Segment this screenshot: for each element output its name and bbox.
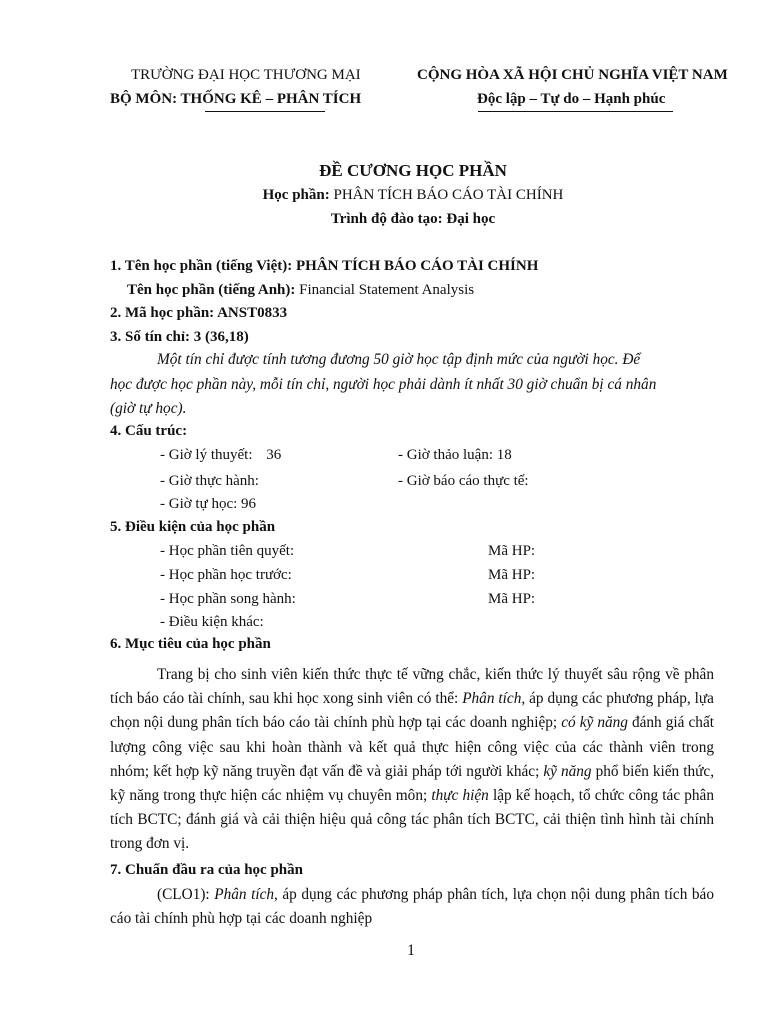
document-title: ĐỀ CƯƠNG HỌC PHẦN xyxy=(319,161,507,180)
prerequisite-code: Mã HP: xyxy=(488,543,536,559)
practice-hours: - Giờ thực hành: xyxy=(160,473,259,489)
training-level: Trình độ đào tạo: Đại học xyxy=(330,211,496,227)
other-conditions: - Điều kiện khác: xyxy=(160,614,264,630)
course-name-en-label: Tên học phần (tiếng Anh): xyxy=(127,282,296,298)
objectives-part-6: kỹ năng xyxy=(543,762,592,780)
objectives-part-3: áp dụng các phương pháp, lựa chọn nội dung phân tích báo cáo tài chính phù hợp tại các doanh nghiệp; xyxy=(110,690,714,732)
nation-motto: Độc lập – Tự do – Hạnh phúc xyxy=(477,91,666,107)
conditions-heading: 5. Điều kiện của học phần xyxy=(110,519,276,535)
department-underline xyxy=(205,111,325,112)
field-report-hours: - Giờ báo cáo thực tế: xyxy=(398,473,529,489)
course-name-vn-value: PHÂN TÍCH BÁO CÁO TÀI CHÍNH xyxy=(295,258,539,274)
course-line xyxy=(0,187,768,204)
prerequisite-course: - Học phần tiên quyết: xyxy=(160,543,295,559)
objectives-part-2: Phân tích, xyxy=(462,690,526,708)
objectives-part-8: thực hiện xyxy=(431,787,489,805)
parallel-code: Mã HP: xyxy=(488,591,536,607)
nation-title: CỘNG HÒA XÃ HỘI CHỦ NGHĨA VIỆT NAM xyxy=(417,67,728,83)
structure-heading: 4. Cấu trúc: xyxy=(110,423,188,439)
objectives-part-5: đánh giá chất lượng công việc sau khi hoàn thành và kết quả thực hiện công việc của các thành viên trong nhóm; kết hợp kỹ năng truyền đạt vấn đề và giải pháp tới người khác; xyxy=(110,714,714,780)
outcomes-part-1: (CLO1): xyxy=(157,886,215,903)
section-1-english-line xyxy=(127,282,474,299)
course-code: 2. Mã học phần: ANST0833 xyxy=(110,305,288,321)
motto-underline xyxy=(478,111,673,112)
course-name-en-value: Financial Statement Analysis xyxy=(299,282,475,298)
credit-note-line-1: Một tín chỉ được tính tương đương 50 giờ học tập định mức của người học. Để xyxy=(157,351,641,368)
objectives-part-7: phổ biến kiến thức, kỹ năng trong thực hiện các nhiệm vụ chuyên môn; xyxy=(110,762,715,805)
university-name: TRƯỜNG ĐẠI HỌC THƯƠNG MẠI xyxy=(131,67,361,83)
section-1-line xyxy=(110,258,538,275)
department-name: BỘ MÔN: THỐNG KÊ – PHÂN TÍCH xyxy=(110,91,362,107)
course-name-vn-label: 1. Tên học phần (tiếng Việt): xyxy=(110,258,293,274)
objectives-part-4: có kỹ năng xyxy=(561,714,628,732)
discussion-hours: - Giờ thảo luận: 18 xyxy=(398,447,512,463)
objectives-part-1: Trang bị cho sinh viên kiến thức thực tế vững chắc, kiến thức lý thuyết sâu rộng về phân tích báo cáo tài chính, sau khi học xong sinh viên có thể: xyxy=(110,666,714,708)
objectives-heading: 6. Mục tiêu của học phần xyxy=(110,636,271,652)
prior-course: - Học phần học trước: xyxy=(160,567,292,583)
parallel-course: - Học phần song hành: xyxy=(160,591,296,607)
theory-hours-value: 36 xyxy=(266,447,282,463)
credits: 3. Số tín chỉ: 3 (36,18) xyxy=(110,329,249,345)
outcomes-paragraph xyxy=(110,883,714,931)
self-study-hours: - Giờ tự học: 96 xyxy=(160,496,257,512)
course-label: Học phần: xyxy=(262,187,330,203)
theory-hours-label: - Giờ lý thuyết: xyxy=(160,447,253,463)
course-name: PHÂN TÍCH BÁO CÁO TÀI CHÍNH xyxy=(333,187,564,203)
outcomes-part-3: , áp dụng các phương pháp phân tích, lựa chọn nội dung phân tích báo cáo tài chính phù hợp tại các doanh nghiệp xyxy=(110,886,714,928)
credit-note-line-3: (giờ tự học). xyxy=(110,400,187,417)
credit-note-line-2: học được học phần này, mỗi tín chỉ, người học phải dành ít nhất 30 giờ chuẩn bị cá nhân xyxy=(110,376,657,393)
outcomes-part-2: Phân tích xyxy=(214,886,275,903)
objectives-part-9: lập kế hoạch, tổ chức công tác phân tích BCTC; đánh giá và cải thiện hiệu quả công tác phân tích BCTC, cải thiện tình hình tài chính trong đơn vị. xyxy=(110,787,714,853)
outcomes-heading: 7. Chuẩn đầu ra của học phần xyxy=(110,862,303,878)
objectives-paragraph xyxy=(110,663,714,857)
theory-hours xyxy=(160,447,281,464)
page-number: 1 xyxy=(407,942,415,959)
prior-code: Mã HP: xyxy=(488,567,536,583)
